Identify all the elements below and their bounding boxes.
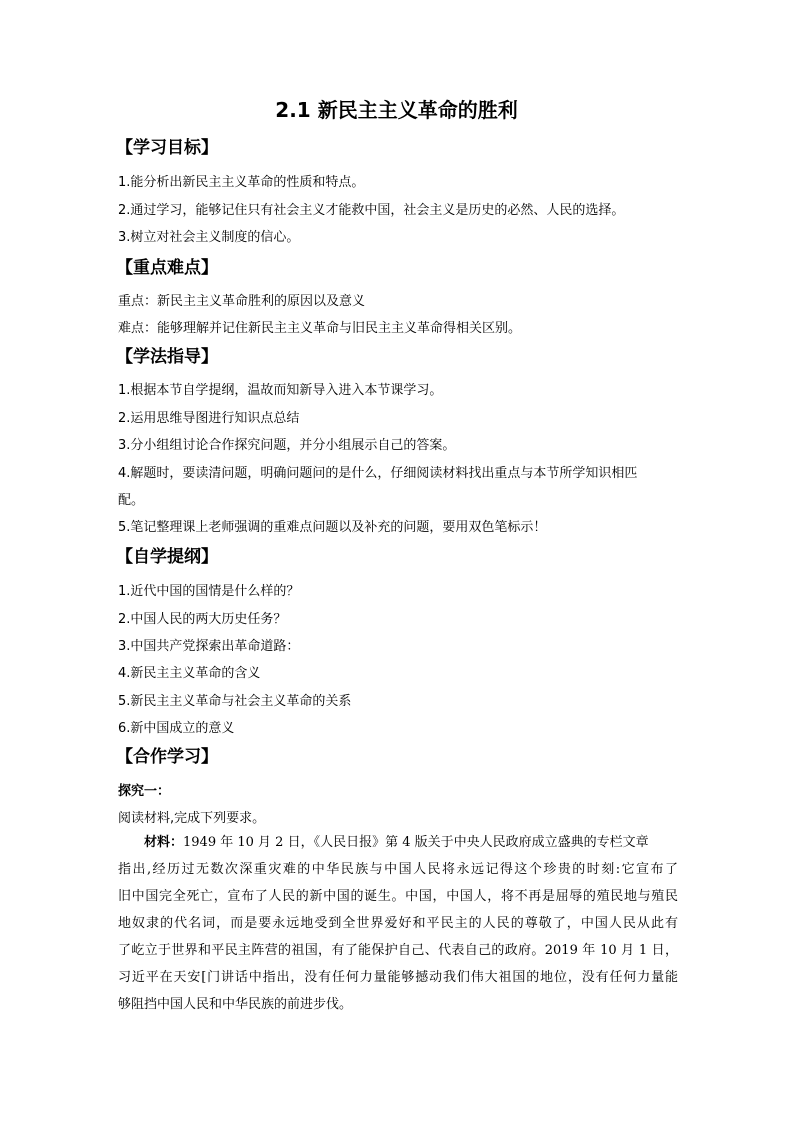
key-point-item: 难点：能够理解并记住新民主主义革命与旧民主主义革命得相关区别。	[118, 321, 522, 336]
goal-item: 3.树立对社会主义制度的信心。	[118, 230, 300, 245]
material-line: 指出,经历过无数次深重灾难的中华民族与中国人民将永远记得这个珍贵的时刻:它宣布了	[118, 862, 678, 877]
section-heading-outline: 【自学提纲】	[116, 547, 218, 567]
outline-item: 1.近代中国的国情是什么样的？	[118, 584, 300, 599]
section-heading-methods: 【学法指导】	[116, 347, 218, 367]
goal-item: 2.通过学习，能够记住只有社会主义才能救中国，社会主义是历史的必然、人民的选择。	[118, 203, 625, 218]
inquiry-subheading: 探究一：	[118, 784, 171, 799]
method-item: 配。	[118, 493, 145, 508]
outline-item: 6.新中国成立的意义	[118, 721, 235, 736]
method-item: 5.笔记整理课上老师强调的重难点问题以及补充的问题，要用双色笔标示！	[118, 520, 547, 535]
method-item: 4.解题时，要读清问题，明确问题问的是什么，仔细阅读材料找出重点与本节所学知识相匹	[118, 466, 638, 481]
material-line: 地奴隶的代名词，而是要永远地受到全世界爱好和平民主的人民的尊敬了，中国人民从此有	[118, 916, 678, 931]
material-line: 了屹立于世界和平民主阵营的祖国，有了能保护自己、代表自己的政府。2019 年 10 月 1 日，	[118, 943, 678, 958]
method-item: 3.分小组组讨论合作探究问题，并分小组展示自己的答案。	[118, 438, 456, 453]
material-text: 1949 年 10 月 2 日，《人民日报》第 4 版关于中央人民政府成立盛典的专栏文章	[183, 835, 649, 850]
method-item: 2.运用思维导图进行知识点总结	[118, 411, 300, 426]
page-title: 2.1 新民主主义革命的胜利	[275, 98, 518, 122]
section-heading-goals: 【学习目标】	[116, 138, 218, 158]
outline-item: 5.新民主主义革命与社会主义革命的关系	[118, 694, 352, 709]
method-item: 1.根据本节自学提纲，温故而知新导入进入本节课学习。	[118, 383, 443, 398]
inquiry-instruction: 阅读材料,完成下列要求。	[118, 811, 266, 826]
outline-item: 2.中国人民的两大历史任务？	[118, 612, 287, 627]
material-line: 习近平在天安[门讲话中指出，没有任何力量能够撼动我们伟大祖国的地位，没有任何力量能	[118, 970, 678, 985]
material-line: 够阻挡中国人民和中华民族的前进步伐。	[118, 997, 353, 1012]
section-heading-key-points: 【重点难点】	[116, 258, 218, 278]
material-label: 材料：	[144, 835, 184, 850]
goal-item: 1.能分析出新民主主义革命的性质和特点。	[118, 175, 365, 190]
key-point-item: 重点：新民主主义革命胜利的原因以及意义	[118, 294, 366, 309]
outline-item: 3.中国共产党探索出革命道路：	[118, 639, 300, 654]
material-line-first	[118, 833, 649, 853]
material-line: 旧中国完全死亡，宣布了人民的新中国的诞生。中国，中国人，将不再是屈辱的殖民地与殖民	[118, 889, 678, 904]
outline-item: 4.新民主主义革命的含义	[118, 666, 261, 681]
section-heading-cooperative: 【合作学习】	[116, 747, 218, 767]
